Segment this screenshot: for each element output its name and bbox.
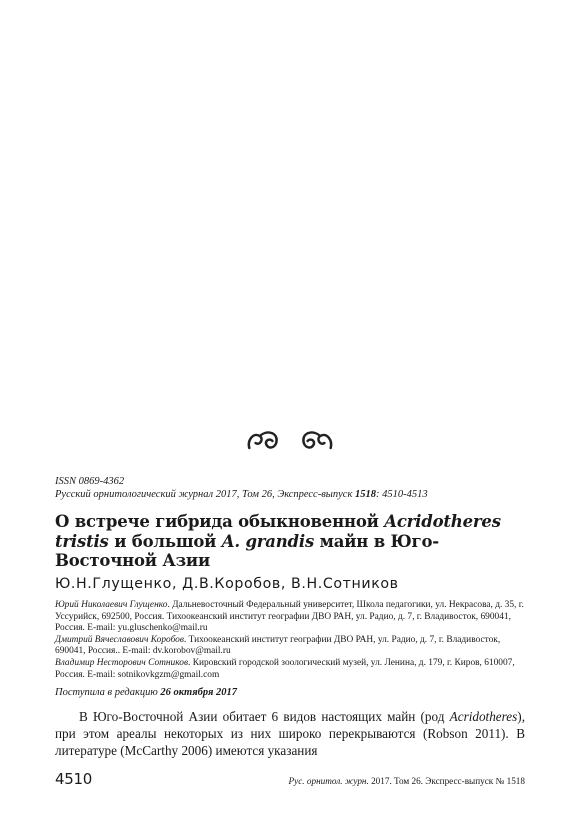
affiliation: Владимир Несторович Сотников. Кировский городской зоологический музей, ул. Ленина, д. 179, г. Киров, 610007, Россия. E-mail: sotnikovkgzm@gmail.com	[55, 657, 515, 680]
author-name: Юрий Николаевич Глущенко	[55, 600, 168, 610]
issn: ISSN 0869-4362	[55, 476, 125, 487]
paragraph: В Юго-Восточной Азии обитает 6 видов настоящих майн (род Acridotheres), при этом ареалы некоторых из них широко перекрываются (Robson 2011). В литературе (McCarthy 2006) имеются указания	[55, 709, 525, 758]
journal-citation: Русский орнитологический журнал 2017, Том 26, Экспресс-выпуск 1518: 4510-4513	[55, 488, 428, 500]
ornament-right-icon	[297, 428, 335, 460]
ornament-divider	[0, 428, 580, 460]
ornament-left-icon	[245, 428, 283, 460]
affiliations	[55, 600, 525, 681]
affiliation: Юрий Николаевич Глущенко. Дальневосточный Федеральный университет, Школа педагогики, ул. Некрасова, д. 35, г. Уссурийск, 692500, Россия. Тихоокеанский институт географии ДВО РАН, ул. Радио, д. 7, г. Владивосток, 690041, Россия. E-mail: yu.gluschenko@mail.ru	[55, 600, 524, 634]
author-name: Дмитрий Вячеславович Коробов	[55, 634, 184, 645]
author-list: Ю.Н.Глущенко, Д.В.Коробов, В.Н.Сотников	[55, 576, 399, 592]
genus-name: Acridotheres	[449, 709, 518, 724]
running-footer: Рус. орнитол. журн. 2017. Том 26. Экспресс-выпуск № 1518	[288, 776, 525, 786]
page-number: 4510	[55, 770, 92, 788]
article-title: О встрече гибрида обыкновенной Acridotheres tristis и большой A. grandis майн в Юго-Восточной Азии	[55, 512, 501, 570]
affiliation: Дмитрий Вячеславович Коробов. Тихоокеанский институт географии ДВО РАН, ул. Радио, д. 7, г. Владивосток, 690041, Россия.. E-mail: dv.korobov@mail.ru	[55, 634, 501, 657]
species-name: A. grandis	[221, 531, 315, 551]
issue-number: 1518	[355, 488, 376, 500]
article-body	[55, 708, 525, 759]
species-name: Acridotheres tristis	[55, 512, 501, 551]
received-date: Поступила в редакцию 26 октября 2017	[55, 687, 238, 698]
publication-meta	[55, 476, 525, 501]
page-footer	[55, 770, 525, 788]
author-name: Владимир Несторович Сотников	[55, 657, 189, 668]
